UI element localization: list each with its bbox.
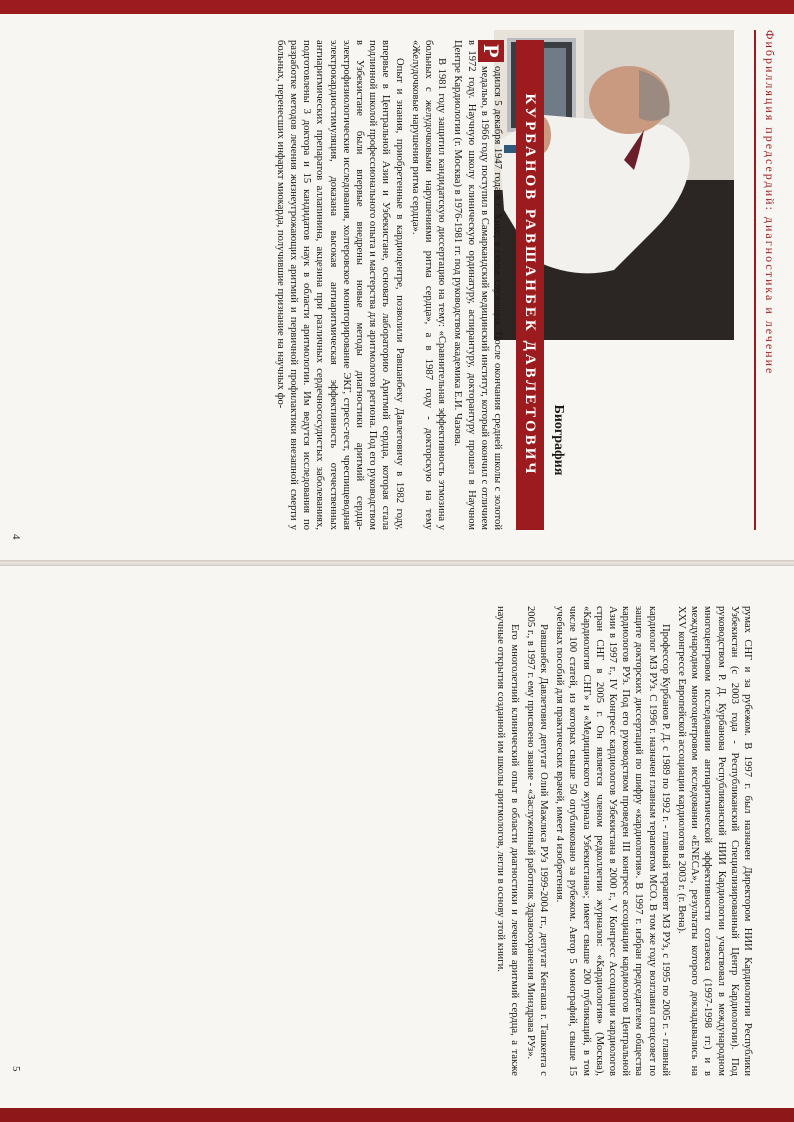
bottom-red-band bbox=[0, 1108, 794, 1122]
drop-cap: Р bbox=[478, 40, 504, 62]
bio-paragraph-2: В 1981 году защитил кандидатскую диссертацию на тему: «Сравнительная эффективность этмозина у больных с желудочковыми нарушениями ритма сердца», а в 1987 году - докторскую на тему «Желудочковые нарушения ритма сердца». bbox=[409, 40, 448, 530]
right-paragraph-2: Профессор Курбанов Р. Д. с 1989 по 1992 г. - главный терапевт МЗ РУз, с 1995 по 2005 г. - главный кардиолог МЗ РУз. С 1996 г. назначен главным терапевтом МСО. В том же году возглавил спецсовет по защите докторских диссертаций по шифру «кардиология». В 1997 г. избран председателем общества кардиологов РУз. Под его руководством проведен III конгресс ассоциации кардиологов Центральной Азии в 1997 г., IV Конгресс кардиологов Узбекистана в 2000 г., V Конгресс Ассоциации кардиологов стран СНГ в 2005 г. Он является членом редколлегии журналов: «Кардиология» (Москва), «Кардиология СНГ» и «Медицинского журнала Узбекистана»; имеет свыше 200 публикаций, в том числе 100 статей, из которых свыше 50 опубликовано за рубежом. Автор 5 монографий, свыше 15 учебных пособий для практических врачей, имеет 4 изобретения. bbox=[554, 606, 671, 1076]
header-rule bbox=[754, 30, 756, 530]
page-number-left: 4 bbox=[10, 534, 22, 540]
page-number-right: 5 bbox=[10, 1066, 22, 1072]
continued-biography-text bbox=[254, 606, 754, 1076]
person-name-banner: КУРБАНОВ РАВШАНБЕК ДАВЛЕТОВИЧ bbox=[516, 40, 544, 530]
running-header: Фибрилляция предсердий: диагностика и лечение bbox=[763, 30, 777, 376]
right-paragraph-1: румах СНГ и за рубежом. В 1997 г. был назначен Директором НИИ Кардиологии Республики Узбекистан (с 2003 года - Республиканский Специализированный Центр Кардиологии). Под руководством Р. Д. Курбанова Республиканский НИИ Кардиологии участвовал в международном многоцентровом исследовании антиаритмической эффективности сотазекса (1997-1998 гг.) и в международном многоцентровом исследовании «ENECA», результаты которого докладывались на XXV конгрессе Европейской ассоциации кардиологов в 2003 г. (г. Вена). bbox=[675, 606, 753, 1076]
section-title: Биография bbox=[551, 404, 566, 476]
right-paragraph-3: Равшанбек Давлетович депутат Олий Мажлиса РУз 1999-2004 гг., депутат Кенгаша г. Ташкента с 2005 г., в 1997 г. ему присвоено звание - «Заслуженный работник Здравоохранения Минздрава РУз». bbox=[524, 606, 549, 1076]
page-right bbox=[0, 566, 794, 1106]
bio-paragraph-3: Опыт и знания, приобретенные в кардиоцентре, позволили Равшанбеку Давлетовичу в 1982 году, впервые в Центральной Азии и Узбекистане, основать лабораторию Аритмий сердца, которая стала подлинной школой профессионального опыта и мастерства для аритмологов региона. Под его руководством в Узбекистане были впервые внедрены новые методы диагностики аритмий сердца-электрофизиологические исследования, холтеровское мониторирование ЭКГ, стресс-тест, чреспищеводная электрокардиостимуляция, доказана высокая антиаритмическая эффективность отечественных антиаритмических препаратов аллапинина, акцезина при различных сердечнососудистых заболеваниях, подготовлены 3 доктора и 15 кандидатов наук в области аритмологии. Им ведутся исследования по разработке методов лечения жизнеугрожающих аритмий и первичной профилактики внезапной смерти у больных, перенесших инфаркт миокарда, получившие признание на научных фо- bbox=[274, 40, 405, 530]
page-left bbox=[0, 0, 794, 560]
biography-text bbox=[24, 40, 504, 530]
right-paragraph-4: Его многолетний клинический опыт в области диагностики и лечения аритмий сердца, а также научные открытия созданной им школы аритмологов, легли в основу этой книги. bbox=[495, 606, 520, 1076]
bio-paragraph-1: Р одился 5 декабря 1947 года в г. Хиве, в семье служащих. После окончания средней школы с золотой медалью, в 1966 году поступил в Самаркандский медицинский институт, который окончил с отличием в 1972 году. Научную школу клиническую ординатуру, аспирантуру, докторантуру прошел в Научном Центре Кардиологии (г. Москва) в 1976-1981 гг. под руководством академика Е.И. Чазова. bbox=[452, 40, 504, 530]
